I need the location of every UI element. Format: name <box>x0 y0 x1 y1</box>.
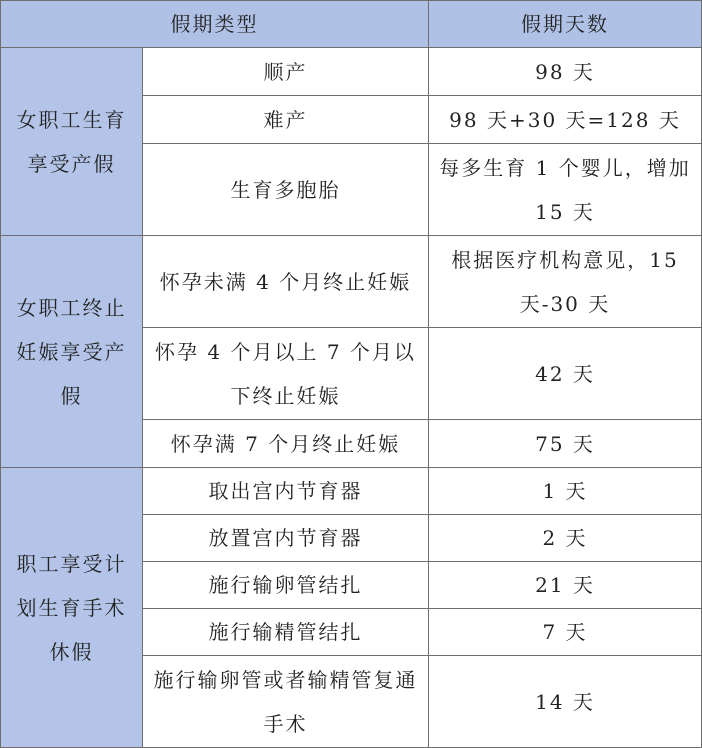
leave-type-cell: 顺产 <box>143 48 429 96</box>
header-leave-days: 假期天数 <box>429 1 702 48</box>
leave-type-cell: 难产 <box>143 96 429 144</box>
category-cell: 女职工生育享受产假 <box>1 48 143 236</box>
category-cell: 职工享受计划生育手术休假 <box>1 468 143 748</box>
leave-type-cell: 施行输精管结扎 <box>143 609 429 656</box>
table-row <box>1 468 702 515</box>
leave-days-cell: 14 天 <box>429 656 702 748</box>
leave-days-cell: 98 天 <box>429 48 702 96</box>
leave-type-cell: 取出宫内节育器 <box>143 468 429 515</box>
leave-type-cell: 怀孕满 7 个月终止妊娠 <box>143 420 429 468</box>
leave-days-cell: 7 天 <box>429 609 702 656</box>
leave-type-cell: 施行输卵管结扎 <box>143 562 429 609</box>
table-header-row <box>1 1 702 48</box>
leave-days-cell: 42 天 <box>429 328 702 420</box>
header-leave-type: 假期类型 <box>1 1 429 48</box>
leave-days-cell: 1 天 <box>429 468 702 515</box>
leave-type-cell: 放置宫内节育器 <box>143 515 429 562</box>
leave-days-cell: 每多生育 1 个婴儿，增加 15 天 <box>429 144 702 236</box>
table-row <box>1 48 702 96</box>
leave-days-cell: 21 天 <box>429 562 702 609</box>
leave-days-cell: 2 天 <box>429 515 702 562</box>
leave-days-cell: 98 天+30 天=128 天 <box>429 96 702 144</box>
leave-type-cell: 怀孕 4 个月以上 7 个月以下终止妊娠 <box>143 328 429 420</box>
leave-days-cell: 根据医疗机构意见，15 天-30 天 <box>429 236 702 328</box>
leave-days-cell: 75 天 <box>429 420 702 468</box>
leave-type-cell: 生育多胞胎 <box>143 144 429 236</box>
table-row <box>1 236 702 328</box>
category-cell: 女职工终止妊娠享受产假 <box>1 236 143 468</box>
leave-type-cell: 怀孕未满 4 个月终止妊娠 <box>143 236 429 328</box>
leave-type-cell: 施行输卵管或者输精管复通手术 <box>143 656 429 748</box>
